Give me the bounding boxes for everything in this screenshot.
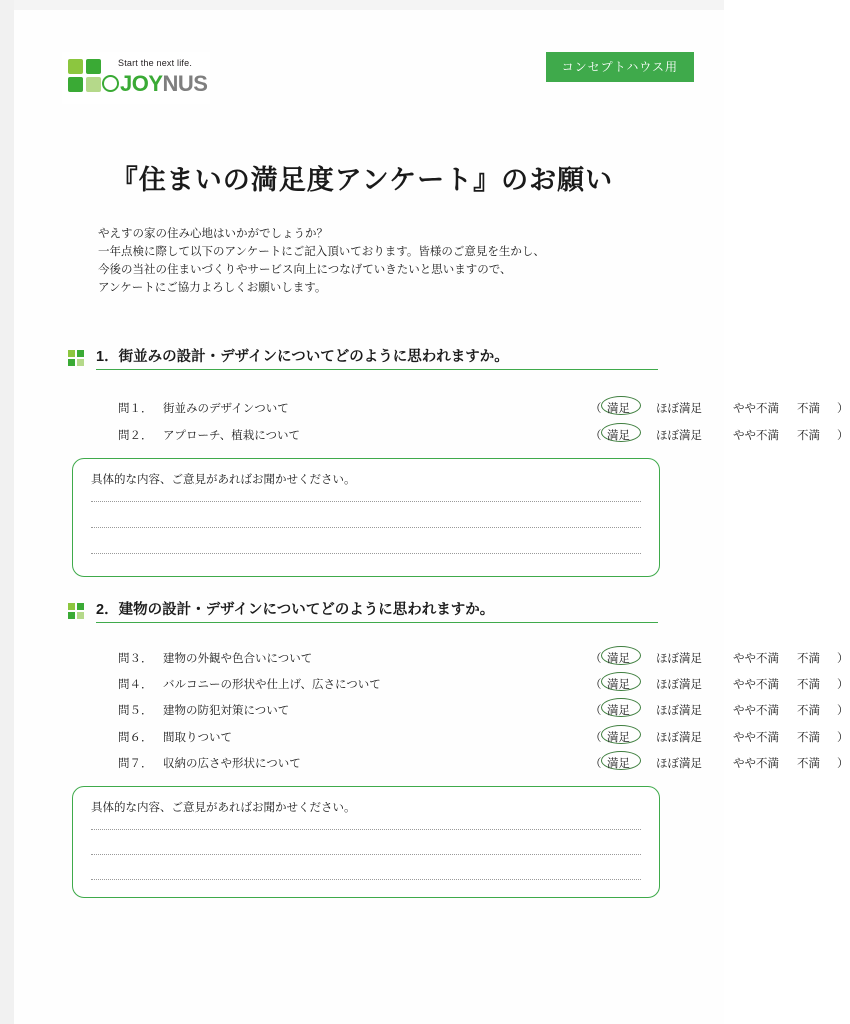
question-number: 問５． bbox=[118, 705, 153, 717]
question-number: 問３． bbox=[118, 653, 153, 665]
paren-left: （ bbox=[590, 705, 602, 717]
option-satisfied[interactable]: 満足 bbox=[607, 679, 630, 691]
option-dissatisfied[interactable]: 不満 bbox=[797, 653, 820, 665]
question-text: アプローチ、植栽について bbox=[163, 430, 300, 442]
question-number: 問２． bbox=[118, 430, 153, 442]
page-header bbox=[0, 0, 724, 130]
question-text: 収納の広さや形状について bbox=[163, 758, 301, 770]
answer-options[interactable] bbox=[590, 753, 850, 773]
section-marker-icon bbox=[68, 350, 84, 366]
paren-left: （ bbox=[590, 679, 602, 691]
paren-right: ） bbox=[837, 679, 849, 691]
option-slightly-dissatisfied[interactable]: やや不満 bbox=[733, 758, 779, 770]
logo-wordmark bbox=[102, 71, 207, 97]
comment-line[interactable] bbox=[91, 553, 641, 554]
question-text: 間取りついて bbox=[163, 732, 232, 744]
question-row[interactable] bbox=[118, 398, 849, 418]
option-mostly-satisfied[interactable]: ほぼ満足 bbox=[656, 679, 702, 691]
section-1-title: 1．街並みの設計・デザインについてどのように思われますか。 bbox=[96, 349, 509, 365]
option-satisfied[interactable]: 満足 bbox=[607, 653, 630, 665]
intro-line: 今後の当社の住まいづくりやサービス向上につなげていきたいと思いますので、 bbox=[98, 264, 512, 276]
question-row[interactable] bbox=[118, 700, 849, 720]
option-satisfied[interactable]: 満足 bbox=[607, 758, 630, 770]
comment-prompt: 具体的な内容、ご意見があればお聞かせください。 bbox=[91, 474, 356, 486]
question-row[interactable] bbox=[118, 727, 849, 747]
paren-left: （ bbox=[590, 430, 602, 442]
paren-right: ） bbox=[837, 758, 849, 770]
section-2-rule bbox=[96, 622, 658, 623]
paren-left: （ bbox=[590, 403, 602, 415]
option-satisfied[interactable]: 満足 bbox=[607, 705, 630, 717]
question-number: 問４． bbox=[118, 679, 153, 691]
concept-house-badge: コンセプトハウス用 bbox=[546, 52, 694, 82]
question-number: 問１． bbox=[118, 403, 153, 415]
paren-left: （ bbox=[590, 758, 602, 770]
option-satisfied[interactable]: 満足 bbox=[607, 430, 630, 442]
comment-box-1[interactable] bbox=[72, 458, 660, 577]
option-satisfied[interactable]: 満足 bbox=[607, 403, 630, 415]
option-mostly-satisfied[interactable]: ほぼ満足 bbox=[656, 705, 702, 717]
answer-options[interactable] bbox=[590, 425, 850, 445]
option-slightly-dissatisfied[interactable]: やや不満 bbox=[733, 705, 779, 717]
option-slightly-dissatisfied[interactable]: やや不満 bbox=[733, 653, 779, 665]
question-text: 建物の防犯対策について bbox=[163, 705, 290, 717]
intro-line: アンケートにご協力よろしくお願いします。 bbox=[98, 282, 327, 294]
question-text: 街並みのデザインついて bbox=[163, 403, 289, 415]
intro-line: 一年点検に際して以下のアンケートにご記入頂いております。皆様のご意見を生かし、 bbox=[98, 246, 545, 258]
question-row[interactable] bbox=[118, 674, 849, 694]
option-mostly-satisfied[interactable]: ほぼ満足 bbox=[656, 758, 702, 770]
section-2-title: 2．建物の設計・デザインについてどのように思われますか。 bbox=[96, 602, 495, 618]
section-1-rule bbox=[96, 369, 658, 370]
option-slightly-dissatisfied[interactable]: やや不満 bbox=[733, 679, 779, 691]
option-satisfied[interactable]: 満足 bbox=[607, 732, 630, 744]
answer-options[interactable] bbox=[590, 700, 850, 720]
joynus-logo bbox=[62, 52, 210, 104]
option-mostly-satisfied[interactable]: ほぼ満足 bbox=[656, 653, 702, 665]
option-dissatisfied[interactable]: 不満 bbox=[797, 403, 820, 415]
option-dissatisfied[interactable]: 不満 bbox=[797, 758, 820, 770]
intro-paragraph bbox=[98, 225, 658, 297]
answer-options[interactable] bbox=[590, 648, 850, 668]
option-mostly-satisfied[interactable]: ほぼ満足 bbox=[656, 403, 702, 415]
section-1-header bbox=[68, 345, 658, 375]
comment-line[interactable] bbox=[91, 879, 641, 880]
question-row[interactable] bbox=[118, 648, 849, 668]
answer-options[interactable] bbox=[590, 398, 850, 418]
comment-line[interactable] bbox=[91, 501, 641, 502]
option-mostly-satisfied[interactable]: ほぼ満足 bbox=[656, 430, 702, 442]
question-text: 建物の外観や色合いについて bbox=[163, 653, 313, 665]
paren-right: ） bbox=[837, 653, 849, 665]
option-mostly-satisfied[interactable]: ほぼ満足 bbox=[656, 732, 702, 744]
comment-line[interactable] bbox=[91, 829, 641, 830]
question-row[interactable] bbox=[118, 753, 849, 773]
logo-squares-icon bbox=[68, 59, 104, 95]
scan-edge-left bbox=[0, 0, 14, 1024]
question-number: 問７． bbox=[118, 758, 153, 770]
paren-right: ） bbox=[837, 403, 849, 415]
answer-options[interactable] bbox=[590, 674, 850, 694]
comment-prompt: 具体的な内容、ご意見があればお聞かせください。 bbox=[91, 802, 356, 814]
logo-ring-icon bbox=[102, 75, 119, 92]
intro-line: やえすの家の住み心地はいかがでしょうか？ bbox=[98, 228, 328, 240]
option-dissatisfied[interactable]: 不満 bbox=[797, 705, 820, 717]
paren-right: ） bbox=[837, 705, 849, 717]
section-marker-icon bbox=[68, 603, 84, 619]
paren-left: （ bbox=[590, 732, 602, 744]
question-text: バルコニーの形状や仕上げ、広さについて bbox=[163, 679, 381, 691]
paren-right: ） bbox=[837, 430, 849, 442]
comment-box-2[interactable] bbox=[72, 786, 660, 898]
option-dissatisfied[interactable]: 不満 bbox=[797, 679, 820, 691]
comment-line[interactable] bbox=[91, 854, 641, 855]
option-dissatisfied[interactable]: 不満 bbox=[797, 430, 820, 442]
option-slightly-dissatisfied[interactable]: やや不満 bbox=[733, 732, 779, 744]
section-2-header bbox=[68, 598, 658, 628]
paren-right: ） bbox=[837, 732, 849, 744]
comment-line[interactable] bbox=[91, 527, 641, 528]
logo-brand-first: JOY bbox=[120, 71, 163, 96]
option-slightly-dissatisfied[interactable]: やや不満 bbox=[733, 430, 779, 442]
logo-tagline: Start the next life. bbox=[118, 58, 193, 68]
option-dissatisfied[interactable]: 不満 bbox=[797, 732, 820, 744]
option-slightly-dissatisfied[interactable]: やや不満 bbox=[733, 403, 779, 415]
page-title: 『住まいの満足度アンケート』のお願い bbox=[110, 165, 614, 195]
answer-options[interactable] bbox=[590, 727, 850, 747]
paren-left: （ bbox=[590, 653, 602, 665]
logo-brand-second: NUS bbox=[162, 71, 208, 96]
question-row[interactable] bbox=[118, 425, 849, 445]
question-number: 問６． bbox=[118, 732, 153, 744]
